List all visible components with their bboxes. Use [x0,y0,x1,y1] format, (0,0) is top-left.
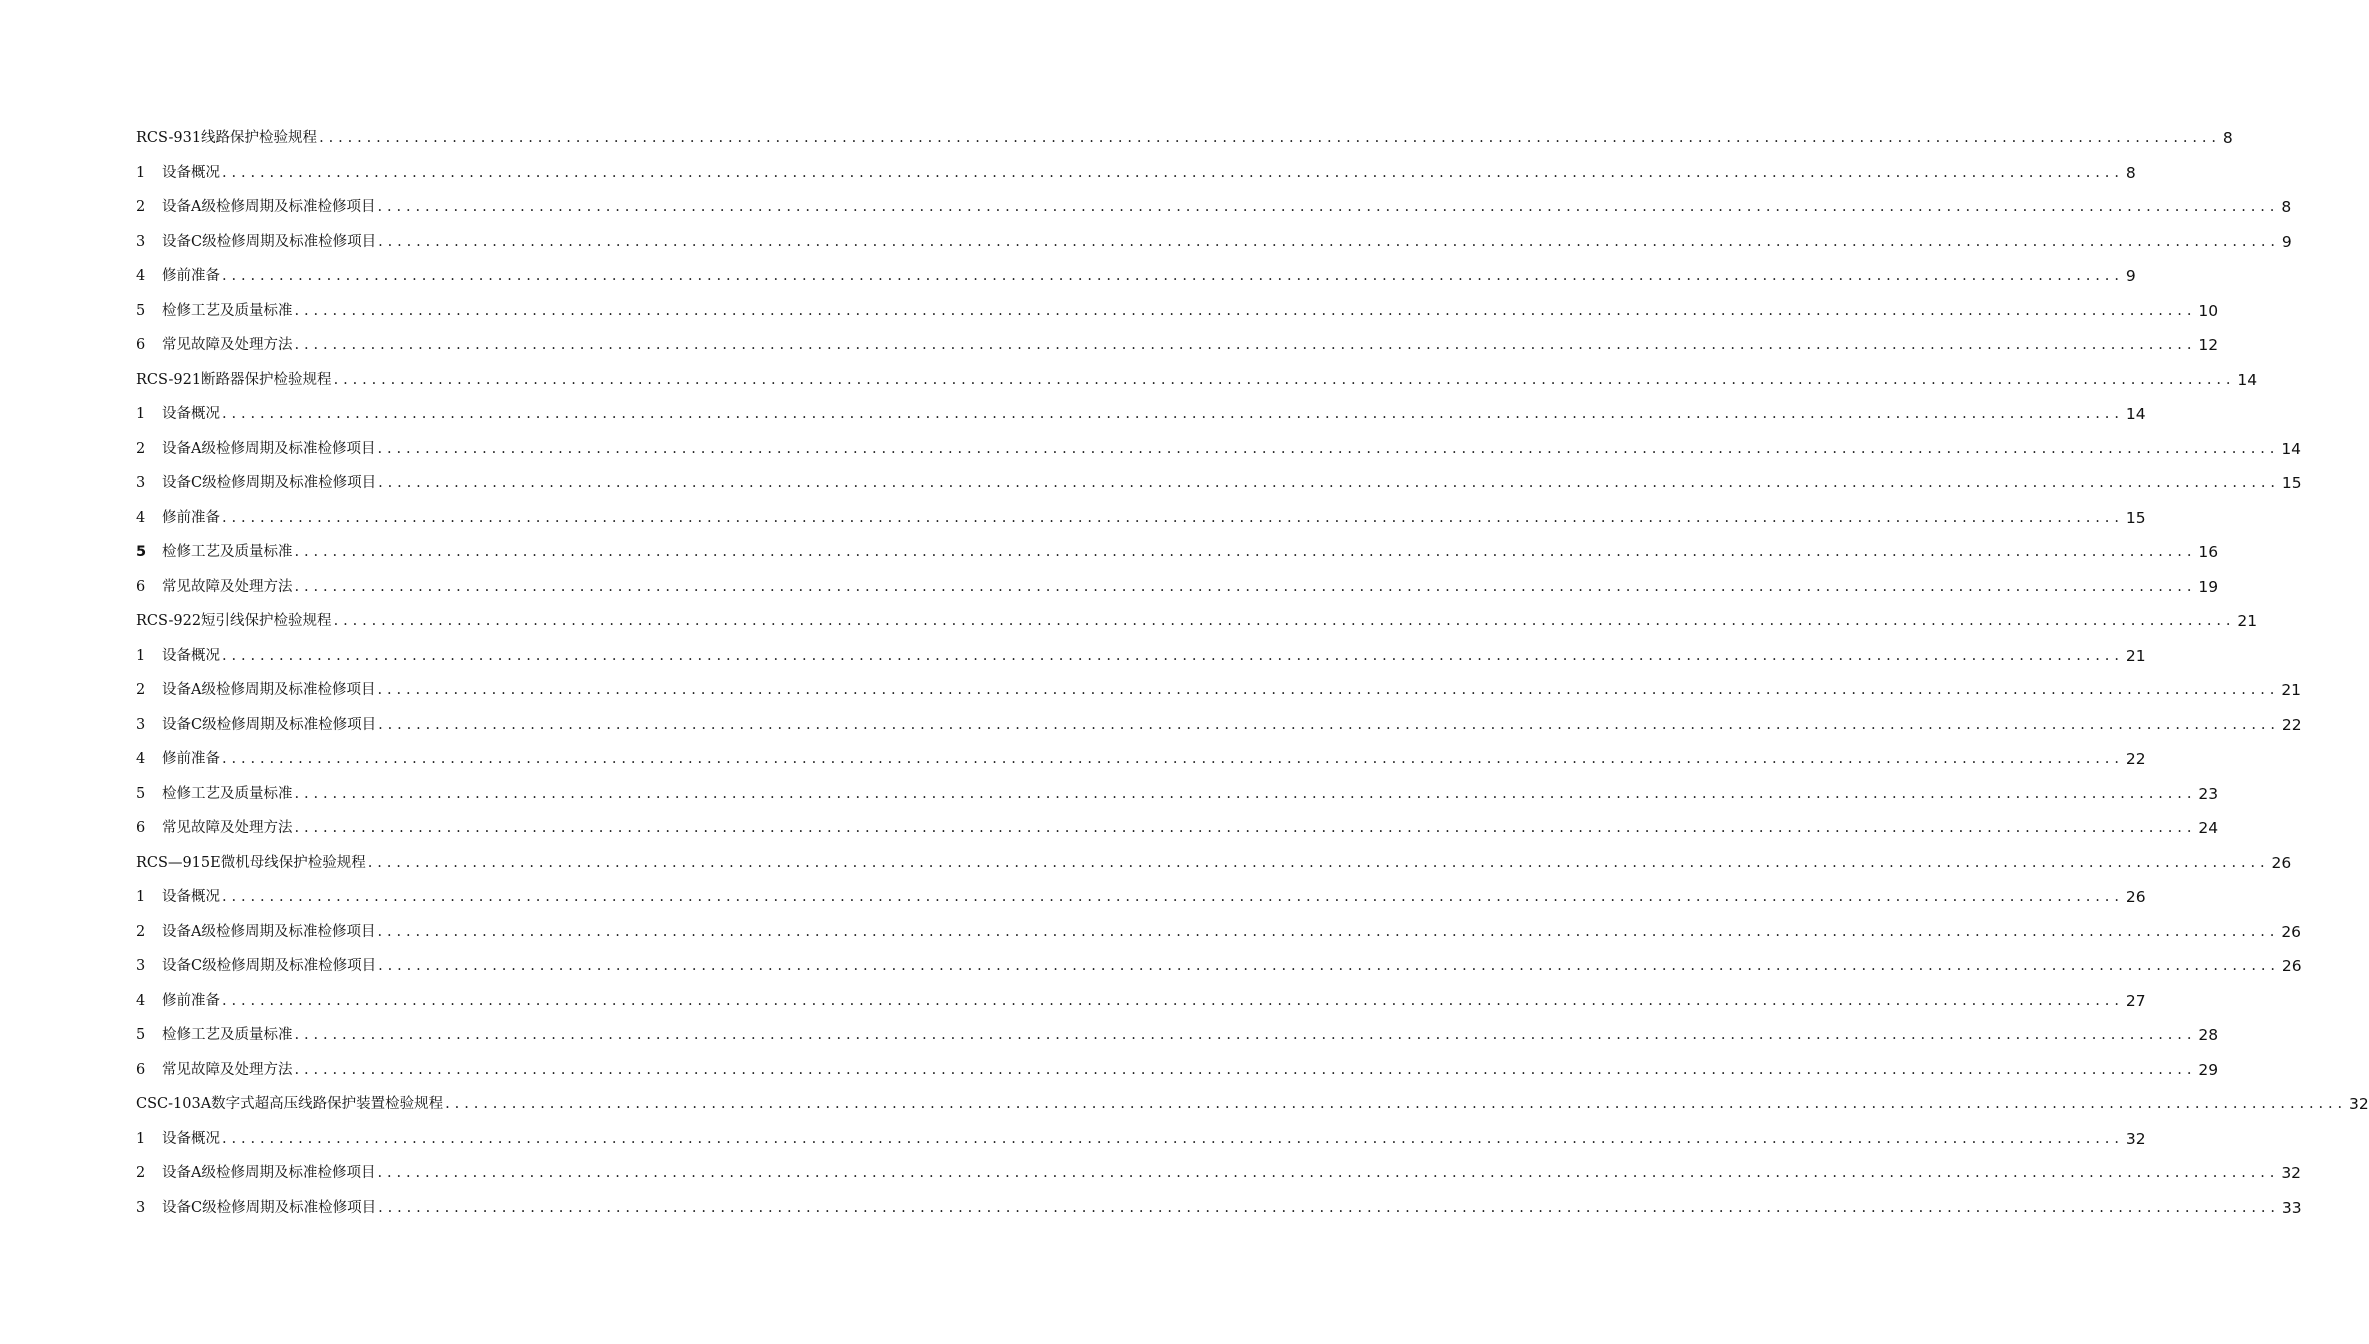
dot-leader: ........................................................................................................................................................................................................ [294,1027,2197,1043]
toc-entry-number: 4 [136,751,146,767]
dot-leader: ........................................................................................................................................................................................................ [294,785,2197,802]
dot-leader: ........................................................................................................................................................................................................ [222,406,2124,422]
toc-entry-title: 修前准备 [162,509,220,526]
dot-leader: ........................................................................................................................................................................................................ [294,578,2197,595]
toc-entry-page-number: 23 [2198,784,2219,803]
toc-entry-page-number: 16 [2198,543,2219,561]
toc-entry-title: 常见故障及处理方法 [162,820,293,836]
toc-entry-page-number: 24 [2198,819,2219,837]
toc-entry-page-number: 9 [2281,232,2292,251]
toc-entry-number: 2 [136,923,146,940]
toc-entry-page-number: 15 [2125,508,2146,527]
toc-entry-page-number: 14 [2281,439,2302,458]
toc-entry-page-number: 8 [2222,129,2233,147]
toc-entry[interactable] [136,328,2219,363]
toc-entry-page-number: 32 [2281,1164,2302,1182]
toc-entry-title: 检修工艺及质量标准 [162,302,293,319]
toc-entry-number: 3 [136,958,146,974]
toc-entry-title: RCS-921断路器保护检验规程 [136,371,332,388]
toc-entry[interactable] [136,259,2136,294]
toc-entry-title: RCS-931线路保护检验规程 [136,130,318,146]
toc-entry-title: 设备C级检修周期及标准检修项目 [162,233,377,250]
toc-entry-number: 3 [136,716,146,733]
toc-entry-title: 设备A级检修周期及标准检修项目 [162,199,376,215]
toc-entry-number: 4 [136,992,146,1009]
toc-entry-page-number: 28 [2198,1026,2219,1044]
dot-leader: ........................................................................................................................................................................................................ [294,1061,2197,1078]
dot-leader: ........................................................................................................................................................................................................ [333,371,2236,388]
toc-entry[interactable] [136,1191,2302,1226]
dot-leader: ........................................................................................................................................................................................................ [222,751,2124,767]
toc-entry-number: 1 [136,1130,146,1147]
toc-entry-number: 1 [136,889,146,905]
toc-entry[interactable] [136,915,2302,950]
dot-leader: ........................................................................................................................................................................................................ [319,130,2221,146]
toc-entry-number: 4 [136,509,146,526]
toc-entry-number: 6 [136,1061,146,1078]
toc-entry[interactable] [136,397,2146,432]
toc-entry[interactable] [136,294,2219,329]
toc-entry[interactable] [136,466,2302,501]
toc-entry-title: 设备A级检修周期及标准检修项目 [162,682,376,698]
dot-leader: ........................................................................................................................................................................................................ [222,509,2124,526]
toc-entry-page-number: 26 [2281,957,2302,975]
toc-entry[interactable] [136,225,2292,260]
toc-chapter-entry[interactable] [136,363,2258,398]
toc-entry-page-number: 8 [2125,163,2136,182]
toc-entry-page-number: 32 [2125,1129,2146,1148]
toc-entry[interactable] [136,156,2136,191]
toc-entry-page-number: 22 [2125,750,2146,768]
toc-entry-page-number: 12 [2198,336,2219,354]
dot-leader: ........................................................................................................................................................................................................ [333,613,2236,629]
dot-leader: ........................................................................................................................................................................................................ [222,164,2124,181]
toc-entry-page-number: 9 [2125,267,2136,285]
toc-entry-title: 设备概况 [162,1130,220,1147]
toc-entry-title: CSC-103A数字式超高压线路保护装置检验规程 [136,1096,444,1112]
dot-leader: ........................................................................................................................................................................................................ [222,1130,2124,1147]
toc-entry[interactable] [136,1018,2219,1053]
toc-entry[interactable] [136,984,2146,1019]
toc-entry-page-number: 10 [2198,301,2219,320]
toc-entry-number: 3 [136,475,146,491]
dot-leader: ........................................................................................................................................................................................................ [378,1199,2280,1216]
toc-entry-title: 检修工艺及质量标准 [162,1027,293,1043]
toc-entry-number: 1 [136,647,146,664]
toc-entry[interactable] [136,742,2146,777]
toc-entry[interactable] [136,639,2146,674]
toc-entry-title: 修前准备 [162,268,220,284]
toc-entry-number: 6 [136,578,146,595]
toc-entry-number: 2 [136,1165,146,1181]
toc-entry[interactable] [136,190,2292,225]
toc-entry[interactable] [136,1156,2302,1191]
table-of-contents [136,121,2369,1225]
toc-entry-number: 2 [136,199,146,215]
dot-leader: ........................................................................................................................................................................................................ [377,1165,2280,1181]
dot-leader: ........................................................................................................................................................................................................ [377,682,2280,698]
dot-leader: ........................................................................................................................................................................................................ [378,475,2280,491]
dot-leader: ........................................................................................................................................................................................................ [367,854,2270,871]
toc-entry-page-number: 14 [2237,370,2258,389]
toc-entry-title: 设备C级检修周期及标准检修项目 [162,1199,377,1216]
toc-entry-page-number: 26 [2281,922,2302,941]
toc-entry-title: 设备C级检修周期及标准检修项目 [162,716,377,733]
dot-leader: ........................................................................................................................................................................................................ [294,337,2197,353]
dot-leader: ........................................................................................................................................................................................................ [222,992,2124,1009]
toc-entry-title: 检修工艺及质量标准 [162,544,293,560]
toc-entry-title: 设备A级检修周期及标准检修项目 [162,440,376,457]
toc-entry-page-number: 21 [2237,612,2258,630]
toc-entry-title: 设备概况 [162,164,220,181]
toc-entry-number: 5 [136,544,147,560]
toc-entry-title: 设备A级检修周期及标准检修项目 [162,1165,376,1181]
toc-entry-number: 3 [136,233,146,250]
toc-entry[interactable] [136,811,2219,846]
toc-entry-page-number: 22 [2281,715,2302,734]
toc-entry-number: 1 [136,164,146,181]
toc-entry[interactable] [136,1122,2146,1157]
toc-entry[interactable] [136,949,2302,984]
toc-entry-title: 设备C级检修周期及标准检修项目 [162,475,377,491]
toc-entry[interactable] [136,777,2219,812]
toc-entry-title: 常见故障及处理方法 [162,337,293,353]
toc-entry[interactable] [136,1053,2219,1088]
toc-chapter-entry[interactable] [136,604,2258,639]
toc-entry[interactable] [136,501,2146,536]
toc-entry-title: 常见故障及处理方法 [162,578,293,595]
toc-entry-page-number: 32 [2349,1095,2369,1113]
toc-entry-title: 修前准备 [162,992,220,1009]
toc-entry-title: RCS—915E微机母线保护检验规程 [136,854,366,871]
toc-entry[interactable] [136,673,2302,708]
toc-entry-number: 6 [136,820,146,836]
toc-entry-title: 修前准备 [162,751,220,767]
toc-entry-title: RCS-922短引线保护检验规程 [136,613,332,629]
toc-entry-title: 设备概况 [162,406,220,422]
toc-entry-title: 设备概况 [162,647,220,664]
toc-entry-page-number: 29 [2198,1060,2219,1079]
dot-leader: ........................................................................................................................................................................................................ [377,923,2280,940]
dot-leader: ........................................................................................................................................................................................................ [378,716,2280,733]
toc-entry-number: 4 [136,268,146,284]
dot-leader: ........................................................................................................................................................................................................ [222,647,2124,664]
toc-entry-page-number: 14 [2125,405,2146,423]
toc-entry[interactable] [136,708,2302,743]
toc-entry-number: 5 [136,1027,146,1043]
toc-entry-title: 设备A级检修周期及标准检修项目 [162,923,376,940]
dot-leader: ........................................................................................................................................................................................................ [377,440,2280,457]
toc-chapter-entry[interactable] [136,1087,2369,1122]
toc-entry[interactable] [136,570,2219,605]
toc-entry-page-number: 27 [2125,991,2146,1010]
dot-leader: ........................................................................................................................................................................................................ [378,958,2280,974]
dot-leader: ........................................................................................................................................................................................................ [222,889,2124,905]
toc-entry[interactable] [136,535,2219,570]
toc-entry[interactable] [136,432,2302,467]
toc-entry-page-number: 21 [2281,681,2302,699]
toc-entry-title: 常见故障及处理方法 [162,1061,293,1078]
toc-entry-title: 检修工艺及质量标准 [162,785,293,802]
toc-entry-page-number: 26 [2271,853,2292,872]
dot-leader: ........................................................................................................................................................................................................ [294,544,2197,560]
dot-leader: ........................................................................................................................................................................................................ [294,820,2197,836]
toc-entry-page-number: 33 [2281,1198,2302,1217]
toc-entry[interactable] [136,880,2146,915]
dot-leader: ........................................................................................................................................................................................................ [445,1096,2347,1112]
toc-entry-page-number: 19 [2198,577,2219,596]
toc-entry-number: 3 [136,1199,146,1216]
toc-entry-number: 2 [136,440,146,457]
toc-entry-page-number: 8 [2281,198,2292,216]
toc-entry-title: 设备概况 [162,889,220,905]
toc-entry-number: 5 [136,302,146,319]
toc-entry-number: 2 [136,682,146,698]
dot-leader: ........................................................................................................................................................................................................ [294,302,2197,319]
toc-entry-page-number: 21 [2125,646,2146,665]
toc-entry-number: 6 [136,337,146,353]
dot-leader: ........................................................................................................................................................................................................ [378,233,2280,250]
toc-entry-page-number: 15 [2281,474,2302,492]
dot-leader: ........................................................................................................................................................................................................ [377,199,2280,215]
toc-entry-title: 设备C级检修周期及标准检修项目 [162,958,377,974]
dot-leader: ........................................................................................................................................................................................................ [222,268,2124,284]
toc-entry-page-number: 26 [2125,888,2146,906]
toc-chapter-entry[interactable] [136,846,2292,881]
toc-entry-number: 5 [136,785,146,802]
toc-entry-number: 1 [136,406,146,422]
toc-chapter-entry[interactable] [136,121,2233,156]
